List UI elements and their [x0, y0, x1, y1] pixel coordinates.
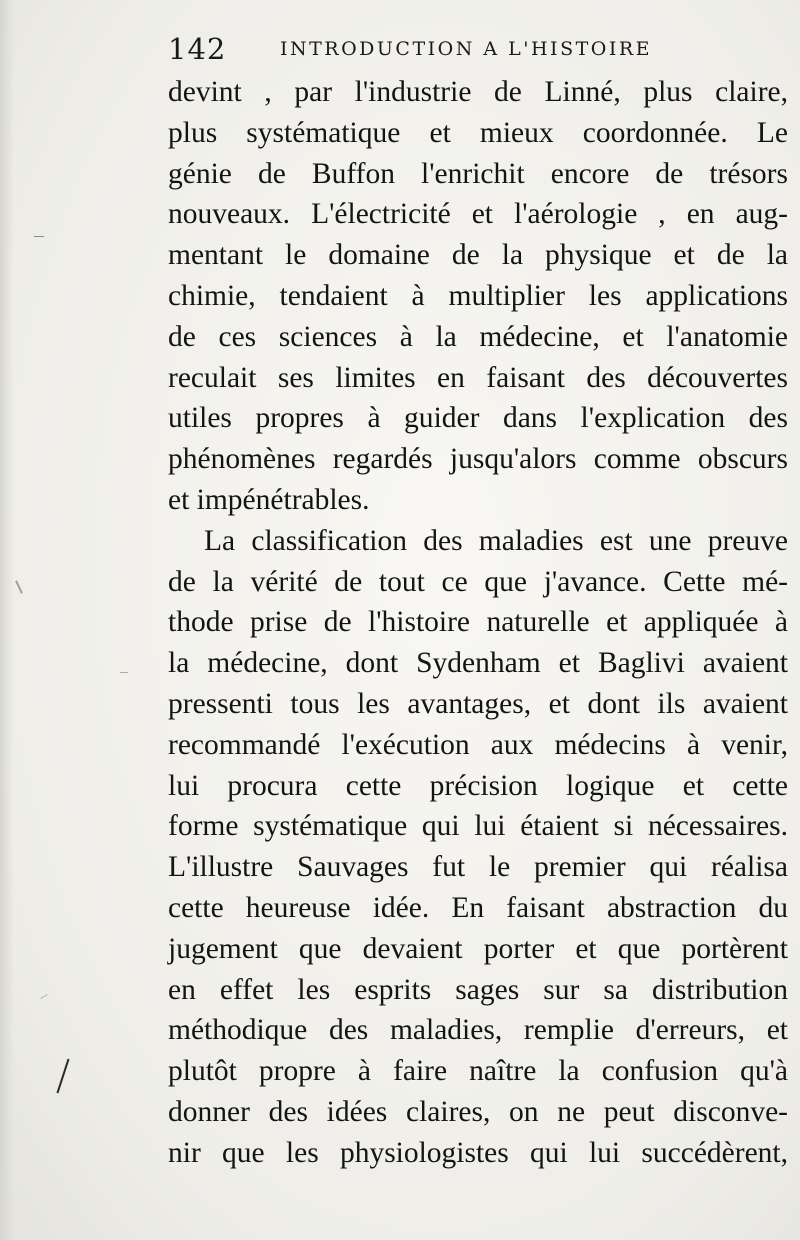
text-line: de ces sciences à la médecine, et l'anatomie [168, 320, 788, 353]
text-line: phénomènes regardés jusqu'alors comme obscurs [168, 443, 788, 476]
text-line: donner des idées claires, on ne peut disconve- [168, 1095, 788, 1128]
margin-mark [56, 1059, 69, 1094]
margin-mark [40, 994, 47, 999]
page-number: 142 [168, 32, 227, 66]
text-line: L'illustre Sauvages fut le premier qui réalisa [168, 851, 788, 884]
text-line: thode prise de l'histoire naturelle et appliquée à [168, 606, 788, 639]
text-line: de la vérité de tout ce que j'avance. Cette mé- [168, 565, 788, 598]
text-line: chimie, tendaient à multiplier les applications [168, 279, 788, 312]
running-head: INTRODUCTION A L'HISTOIRE [280, 38, 653, 60]
text-line: jugement que devaient porter et que portèrent [168, 932, 788, 965]
paragraph-start-line: La classification des maladies est une preuve [204, 524, 788, 557]
text-line: mentant le domaine de la physique et de la [168, 239, 788, 272]
text-line: nir que les physiologistes qui lui succédèrent, [168, 1136, 788, 1169]
paragraph-end-line: et impénétrables. [168, 483, 370, 516]
text-line: reculait ses limites en faisant des découvertes [168, 361, 788, 394]
text-line: lui procura cette précision logique et cette [168, 769, 788, 802]
text-line: la médecine, dont Sydenham et Baglivi avaient [168, 647, 788, 680]
text-line: plus systématique et mieux coordonnée. Le [168, 116, 788, 149]
margin-mark [34, 236, 44, 237]
text-line: méthodique des maladies, remplie d'erreurs, et [168, 1014, 788, 1047]
text-line: forme systématique qui lui étaient si nécessaires. [168, 810, 788, 843]
text-line: cette heureuse idée. En faisant abstraction du [168, 891, 788, 924]
text-line: pressenti tous les avantages, et dont ils avaient [168, 687, 788, 720]
text-line: nouveaux. L'électricité et l'aérologie , en aug- [168, 198, 788, 231]
margin-mark [120, 672, 128, 673]
text-line: génie de Buffon l'enrichit encore de trésors [168, 157, 788, 190]
page-gutter-shadow [0, 0, 14, 1240]
text-line: devint , par l'industrie de Linné, plus claire, [168, 76, 788, 108]
text-line: plutôt propre à faire naître la confusion qu'à [168, 1055, 788, 1088]
text-line: en effet les esprits sages sur sa distribution [168, 973, 788, 1006]
text-line: utiles propres à guider dans l'explication des [168, 402, 788, 435]
page-header [168, 32, 788, 72]
text-line: recommandé l'exécution aux médecins à venir, [168, 728, 788, 761]
margin-mark [15, 580, 23, 594]
body-text [168, 72, 788, 1174]
